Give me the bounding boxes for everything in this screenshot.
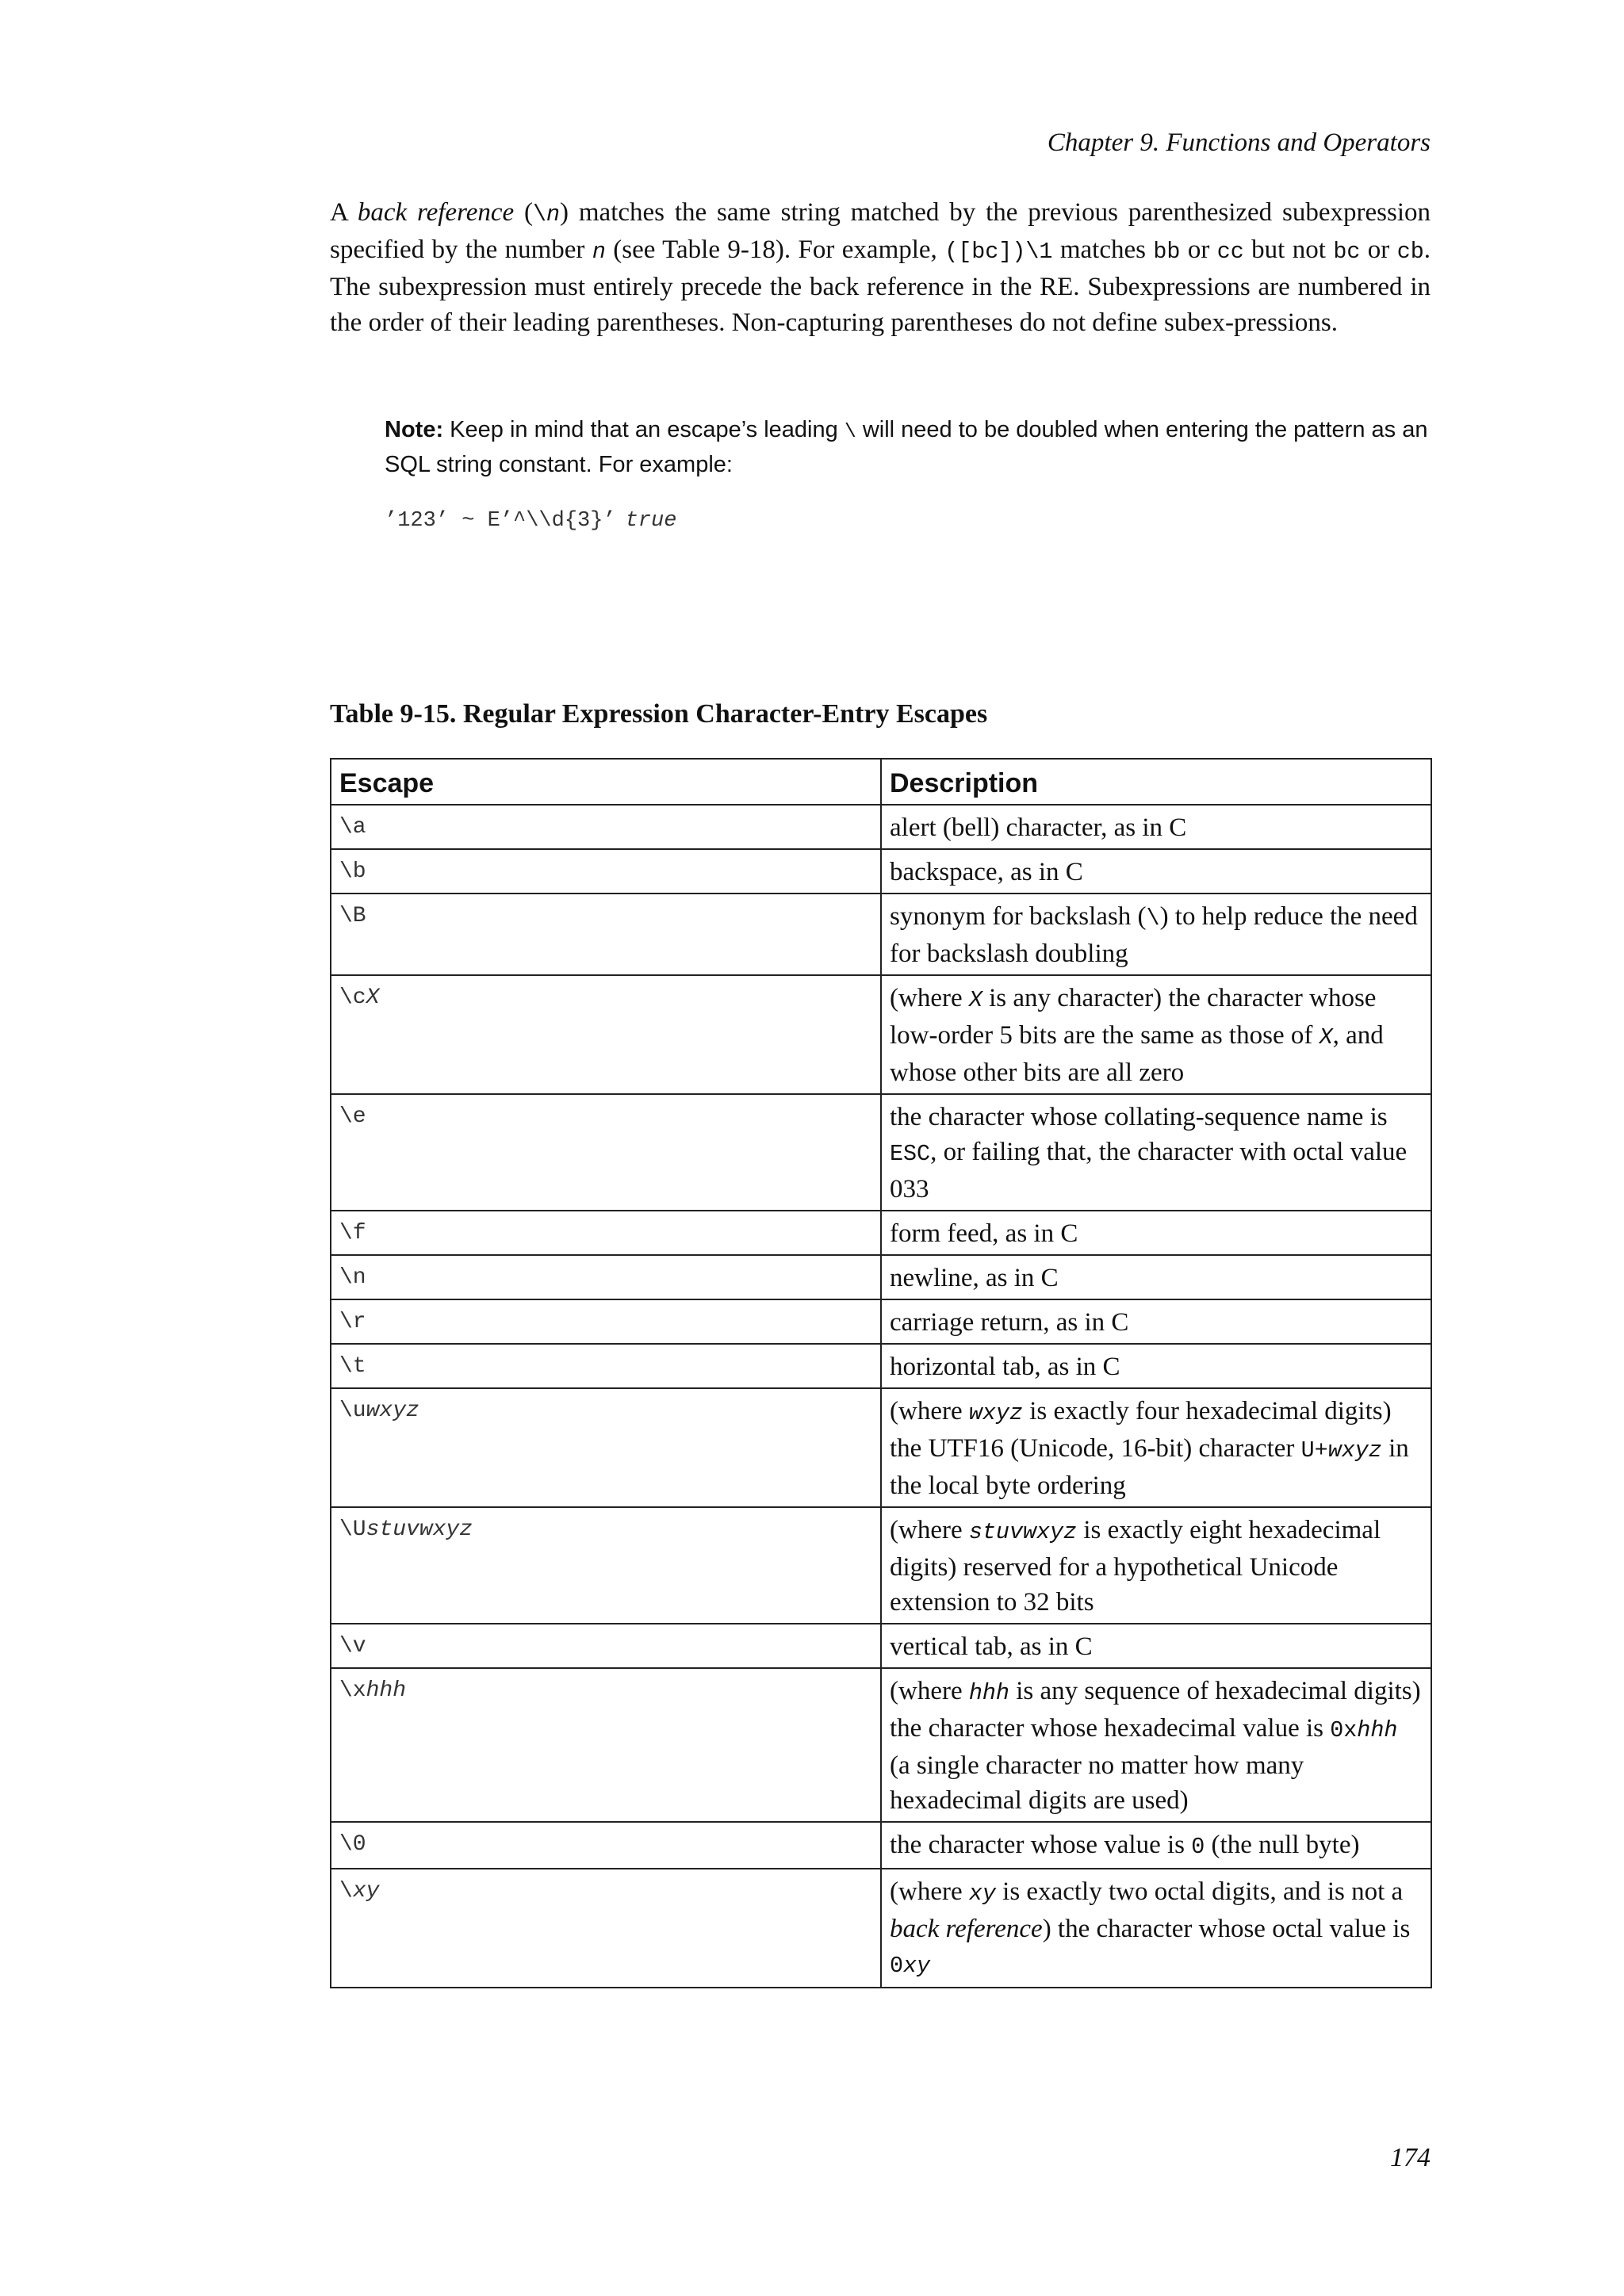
escape-cell: \a <box>331 805 881 849</box>
escapes-table <box>330 758 1432 1988</box>
description-cell: (where hhh is any sequence of hexadecimal digits) the character whose hexadecimal value is 0xhhh (a single character no matter how many hexadecimal digits are used) <box>881 1668 1431 1822</box>
escape-cell: \uwxyz <box>331 1388 881 1507</box>
inline-code: cb <box>1396 239 1424 265</box>
inline-code: bb <box>1153 239 1181 265</box>
text: or <box>1360 235 1397 264</box>
term: back reference <box>357 198 515 227</box>
description-cell: (where wxyz is exactly four hexadecimal digits) the UTF16 (Unicode, 16-bit) character U+wxyz in the local byte ordering <box>881 1388 1431 1507</box>
table-row <box>331 1299 1431 1344</box>
escape-cell: \xy <box>331 1869 881 1988</box>
description-cell: carriage return, as in C <box>881 1299 1431 1344</box>
description-cell: newline, as in C <box>881 1255 1431 1299</box>
description-cell: the character whose value is 0 (the null byte) <box>881 1822 1431 1869</box>
escape-cell: \b <box>331 849 881 894</box>
running-header: Chapter 9. Functions and Operators <box>1047 128 1431 157</box>
description-cell: backspace, as in C <box>881 849 1431 894</box>
escape-cell: \e <box>331 1094 881 1211</box>
table-row <box>331 1507 1431 1624</box>
description-cell: horizontal tab, as in C <box>881 1344 1431 1388</box>
description-cell: form feed, as in C <box>881 1211 1431 1255</box>
text: . The subexpression must entirely precede the back reference in the RE. Subexpressions are numbered in the order of their leading parentheses. Non-capturing parentheses do not define subex-pressions. <box>330 235 1431 337</box>
note-box <box>385 414 1431 481</box>
description-cell: (where X is any character) the character whose low-order 5 bits are the same as those of X, and whose other bits are all zero <box>881 975 1431 1094</box>
escape-cell: \B <box>331 894 881 975</box>
escape-cell: \0 <box>331 1822 881 1869</box>
escape-cell: \f <box>331 1211 881 1255</box>
variable: n <box>592 239 606 265</box>
text: matches <box>1052 235 1154 264</box>
escape-cell: \v <box>331 1624 881 1668</box>
inline-code: \ <box>844 421 856 443</box>
column-header-description: Description <box>881 759 1431 805</box>
example-result: true <box>625 509 677 533</box>
table-row <box>331 1388 1431 1507</box>
text: Keep in mind that an escape’s leading <box>443 417 845 442</box>
page-number: 174 <box>1390 2143 1431 2172</box>
inline-code: bc <box>1333 239 1361 265</box>
text: (see Table 9-18). For example, <box>605 235 945 264</box>
description-cell: the character whose collating-sequence name is ESC, or failing that, the character with octal value 033 <box>881 1094 1431 1211</box>
text: ) matches the same string matched by the previous parenthesized subexpression specified by the number <box>330 198 1431 264</box>
table-row <box>331 894 1431 975</box>
description-cell: synonym for backslash (\) to help reduce the need for backslash doubling <box>881 894 1431 975</box>
inline-code: \n <box>532 201 561 228</box>
inline-code: ([bc])\1 <box>944 239 1053 265</box>
escape-cell: \n <box>331 1255 881 1299</box>
table-row <box>331 805 1431 849</box>
table-row <box>331 849 1431 894</box>
table-row <box>331 1211 1431 1255</box>
inline-code: cc <box>1216 239 1244 265</box>
escape-cell: \xhhh <box>331 1668 881 1822</box>
table-row <box>331 1822 1431 1869</box>
table-row <box>331 1094 1431 1211</box>
description-cell: (where stuvwxyz is exactly eight hexadecimal digits) reserved for a hypothetical Unicode extension to 32 bits <box>881 1507 1431 1624</box>
table-caption: Table 9-15. Regular Expression Character-Entry Escapes <box>330 699 988 729</box>
table-header-row <box>331 759 1431 805</box>
back-reference-paragraph <box>330 195 1431 341</box>
code-example <box>385 509 676 533</box>
note-label: Note: <box>385 417 444 442</box>
description-cell: (where xy is exactly two octal digits, and is not a back reference) the character whose octal value is 0xy <box>881 1869 1431 1988</box>
table-row <box>331 1624 1431 1668</box>
text: will need to be doubled when entering the pattern as an SQL string constant. For example: <box>385 417 1428 477</box>
table-row <box>331 1668 1431 1822</box>
text: but not <box>1243 235 1334 264</box>
escape-cell: \r <box>331 1299 881 1344</box>
text: ( <box>514 198 533 227</box>
column-header-escape: Escape <box>331 759 881 805</box>
table-row <box>331 975 1431 1094</box>
escape-cell: \cX <box>331 975 881 1094</box>
text: A <box>330 198 358 227</box>
escape-cell: \Ustuvwxyz <box>331 1507 881 1624</box>
escape-cell: \t <box>331 1344 881 1388</box>
table-row <box>331 1344 1431 1388</box>
text: or <box>1180 235 1217 264</box>
description-cell: vertical tab, as in C <box>881 1624 1431 1668</box>
table-row <box>331 1255 1431 1299</box>
example-code: ’123’ ~ E’^\\d{3}’ <box>385 509 616 533</box>
description-cell: alert (bell) character, as in C <box>881 805 1431 849</box>
table-row <box>331 1869 1431 1988</box>
